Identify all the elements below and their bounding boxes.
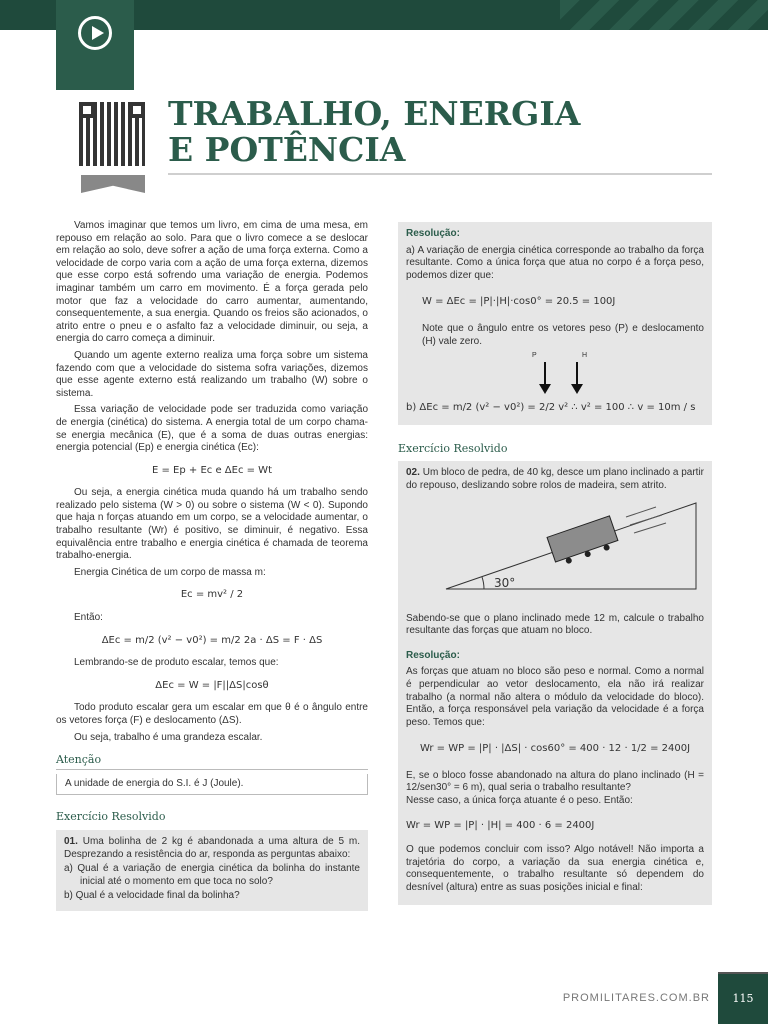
list-item: b) Qual é a velocidade final da bolinha? [64,890,240,902]
exercise-number: 02. [406,467,420,479]
resolution-text: As forças que atuam no bloco são peso e normal. Como a normal é perpendicular ao vetor deslocamento, ela não irá realizar trabalho (a normal não altera o módulo da velocidade do bloco). Então, a força responsável pela variação da velocidade é a força peso. Temos que: [406,666,704,728]
resolution-note: Note que o ângulo entre os vetores peso (P) e deslocamento (H) vale zero. [422,322,704,347]
resolution-item-b: b) ΔEc = m/2 (v² − v0²) = 2/2 v² ∴ v² = 100 ∴ v = 10m / s [406,402,696,414]
incline-plane-svg [406,493,704,597]
arrow-down-icon [544,362,546,388]
exercise-number: 01. [64,835,78,847]
formula-work: ΔEc = W = |F||ΔS|cosθ [155,679,269,691]
vector-label-p: P [532,352,537,360]
exercise-questions [64,863,360,903]
attention-box [56,774,368,796]
resolution-text: E, se o bloco fosse abandonado na altura do plano inclinado (H = 12/sen30° = 6 m), qual seria o trabalho resultante? [406,769,704,794]
qr-code-icon [79,102,145,166]
right-column [398,222,712,905]
title-divider [168,173,712,175]
formula-work-weight: W = ΔEc = |P|·|H|·cos0° = 20.5 = 100J [422,296,616,308]
attention-label: Atenção [56,754,368,770]
page-number: 115 [718,974,768,1024]
exercise-text: Um bloco de pedra, de 40 kg, desce um plano inclinado a partir do repouso, deslizando sobre rolos de madeira, sem atrito. [406,467,704,491]
resolution-conclusion: O que podemos concluir com isso? Algo notável! Não importa a trajetória do corpo, a variação da sua energia cinética e, consequentemente, o trabalho resultante só dependem do desnível (altura) entre as suas posições inicial e final: [406,844,704,894]
vector-diagram [406,348,704,392]
formula-height-work: Wr = WP = |P| · |H| = 400 · 6 = 2400J [406,819,595,831]
formula-delta-ec: ΔEc = m/2 (v² − v0²) = m/2 2a · ΔS = F · ΔS [101,634,323,646]
stone-block [547,515,620,567]
formula-resultant-work: Wr = WP = |P| · |ΔS| · cos60° = 400 · 12 · 1/2 = 2400J [419,743,691,755]
paragraph: Essa variação de velocidade pode ser traduzida como variação de energia (cinética) do sistema. A energia total de um corpo chama-se energia mecânica (E), que é a soma de duas outras energias: energia potencial (Ep) e energia cinética (Ec): [56,404,368,454]
page-title [168,96,580,168]
paragraph: Energia Cinética de um corpo de massa m: [74,566,266,578]
list-item: a) Qual é a variação de energia cinética da bolinha do instante inicial até o momento em que toca no solo? [64,863,360,887]
play-icon[interactable] [78,16,112,50]
exercise-label: Exercício Resolvido [56,810,166,824]
exercise-box-2 [398,461,712,904]
qr-ribbon [81,175,145,193]
paragraph: Ou seja, trabalho é uma grandeza escalar. [74,731,263,743]
vector-label-h: H [582,352,588,360]
resolution-title: Resolução: [406,228,460,239]
attention-text: A unidade de energia do S.I. é J (Joule). [65,777,244,789]
title-line-1: TRABALHO, ENERGIA [168,94,581,133]
paragraph: Ou seja, a energia cinética muda quando há um trabalho sendo realizado pelo sistema (W > 0) ou sobre o sistema (W < 0). Supondo que haja n forças atuando em um corpo, se a velocidade aumentar, o trabalho resultante (Wr) é positivo, se diminuir, é negativo. Essa equivalência entre trabalho e energia cinética é chamada de teorema trabalho-energia. [56,487,368,562]
exercise-question: Sabendo-se que o plano inclinado mede 12 m, calcule o trabalho resultante das forças que atuam no bloco. [406,612,704,637]
paragraph: Vamos imaginar que temos um livro, em cima de uma mesa, em repouso em relação ao solo. Para que o livro comece a se deslocar em relação ao solo, deve sofrer a ação de uma força externa. Como a velocidade de corpo varia com a ação de uma força externa, dizemos que esse corpo está sofrendo uma variação de energia. Podemos imaginar também um carro em movimento. É a força gerada pelo motor que faz a velocidade do carro aumentar, aumentando, consequentemente, a sua energia. Quando os freios são acionados, o atrito entre o pneu e o asfalto faz a velocidade diminuir, ou seja, a energia do carro começa a diminuir. [56,220,368,345]
exercise-box [56,830,368,911]
exercise-text: Uma bolinha de 2 kg é abandonada a uma altura de 5 m. Desprezando a resistência do ar, responda as perguntas abaixo: [64,835,360,860]
resolution-box [398,222,712,425]
angle-label: 30° [494,575,516,590]
footer-site-link[interactable]: PROMILITARES.COM.BR [562,992,710,1004]
title-line-2: E POTÊNCIA [168,130,406,169]
top-band-pattern [560,0,768,30]
paragraph: Quando um agente externo realiza uma força sobre um sistema fazendo com que a velocidade do sistema sofra variações, dizemos que esse agente externo está realizando um trabalho (W) sobre o sistema. [56,349,368,399]
resolution-title: Resolução: [406,649,460,661]
paragraph: Todo produto escalar gera um escalar em que θ é o ângulo entre os vetores força (F) e deslocamento (ΔS). [56,702,368,726]
paragraph: Então: [74,612,103,624]
arrow-down-icon [576,362,578,388]
formula-kinetic: Ec = mv² / 2 [180,589,244,601]
left-column [56,220,368,911]
exercise-label: Exercício Resolvido [398,441,508,455]
resolution-text: Nesse caso, a única força atuante é o peso. Então: [406,795,633,807]
paragraph: Lembrando-se de produto escalar, temos que: [74,657,279,669]
formula-energy: E = Ep + Ec e ΔEc = Wt [152,464,272,476]
resolution-item-a: a) A variação de energia cinética corresponde ao trabalho da força resultante. Como a única força que atua no corpo é a força peso, podemos dizer que: [406,244,704,281]
incline-diagram [406,493,704,613]
